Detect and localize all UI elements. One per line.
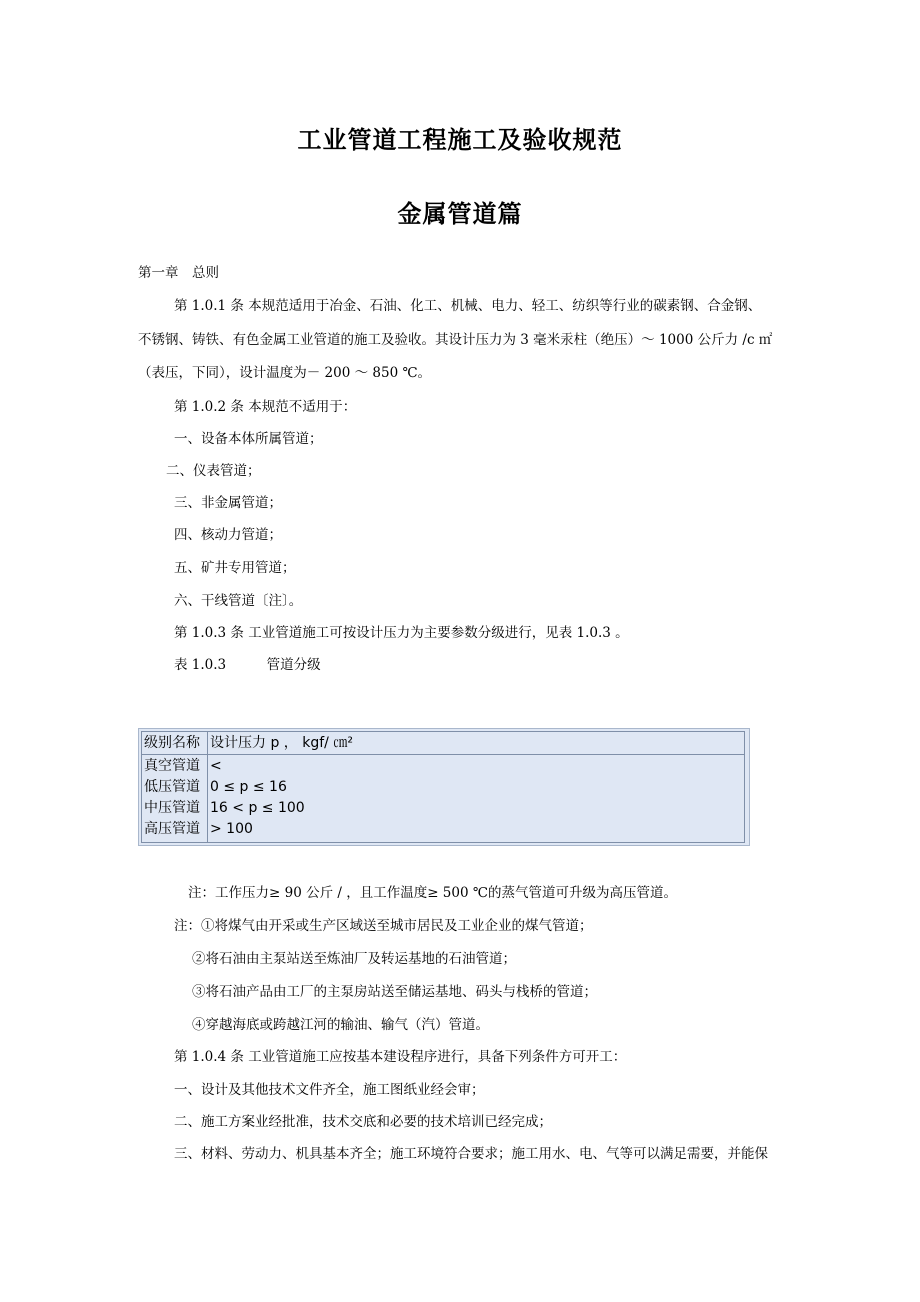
list-item: 三、非金属管道； (174, 495, 282, 511)
paragraph-2: 第 1.0.2 条 本规范不适用于： (174, 399, 357, 415)
document-subtitle: 金属管道篇 (397, 200, 523, 228)
row-pressure: < (210, 758, 222, 774)
list-item: 二、仪表管道； (166, 463, 261, 479)
condition-item: 二、施工方案业经批准，技术交底和必要的技术培训已经完成； (174, 1114, 552, 1130)
note-item: 注：①将煤气由开采或生产区域送至城市居民及工业企业的煤气管道； (174, 918, 593, 934)
row-grade: 中压管道 (144, 800, 200, 816)
condition-item: 一、设计及其他技术文件齐全，施工图纸业经会审； (174, 1082, 485, 1098)
note-item: ③将石油产品由工厂的主泵房站送至储运基地、码头与栈桥的管道； (192, 984, 597, 1000)
list-item: 一、设备本体所属管道； (174, 431, 323, 447)
row-pressure: 16 < p ≤ 100 (210, 800, 305, 816)
header-grade-name: 级别名称 (144, 735, 200, 751)
paragraph-4: 第 1.0.4 条 工业管道施工应按基本建设程序进行，具备下列条件方可开工： (174, 1049, 627, 1065)
row-grade: 真空管道 (144, 758, 200, 774)
table-row (142, 797, 744, 819)
table-caption: 表 1.0.3 管道分级 (174, 657, 321, 673)
note-item: ④穿越海底或跨越江河的输油、输气（汽）管道。 (192, 1017, 489, 1033)
condition-item: 三、材料、劳动力、机具基本齐全；施工环境符合要求；施工用水、电、气等可以满足需要，并能保 (174, 1146, 768, 1162)
table-row (142, 818, 744, 840)
chapter-heading: 第一章 总则 (138, 265, 219, 281)
paragraph-1-line-2: 不锈钢、铸铁、有色金属工业管道的施工及验收。其设计压力为 3 毫米汞柱（绝压）～ 1000 公斤力 /c ㎡ (138, 332, 773, 348)
row-grade: 低压管道 (144, 779, 200, 795)
row-grade: 高压管道 (144, 821, 200, 837)
paragraph-1-line-3: （表压，下同），设计温度为－ 200 ～ 850 ℃。 (138, 365, 432, 381)
paragraph-3: 第 1.0.3 条 工业管道施工可按设计压力为主要参数分级进行，见表 1.0.3 。 (174, 625, 629, 641)
table-row (142, 755, 744, 777)
row-pressure: > 100 (210, 821, 253, 837)
row-pressure: 0 ≤ p ≤ 16 (210, 779, 287, 795)
pipeline-classification-table (138, 728, 750, 846)
table-header-row (142, 732, 744, 755)
paragraph-1-line-1: 第 1.0.1 条 本规范适用于冶金、石油、化工、机械、电力、轻工、纺织等行业的碳素钢、合金钢、 (174, 298, 762, 314)
list-item: 四、核动力管道； (174, 527, 282, 543)
header-design-pressure: 设计压力 p ， kgf/ ㎝² (210, 735, 353, 751)
document-title: 工业管道工程施工及验收规范 (297, 126, 623, 154)
note-item: ②将石油由主泵站送至炼油厂及转运基地的石油管道； (192, 951, 516, 967)
table-row (142, 776, 744, 798)
note-pressure-upgrade: 注：工作压力≥ 90 公斤 / ，且工作温度≥ 500 ℃的蒸气管道可升级为高压管道。 (188, 885, 677, 901)
list-item: 六、干线管道〔注〕。 (174, 593, 303, 609)
list-item: 五、矿井专用管道； (174, 560, 296, 576)
